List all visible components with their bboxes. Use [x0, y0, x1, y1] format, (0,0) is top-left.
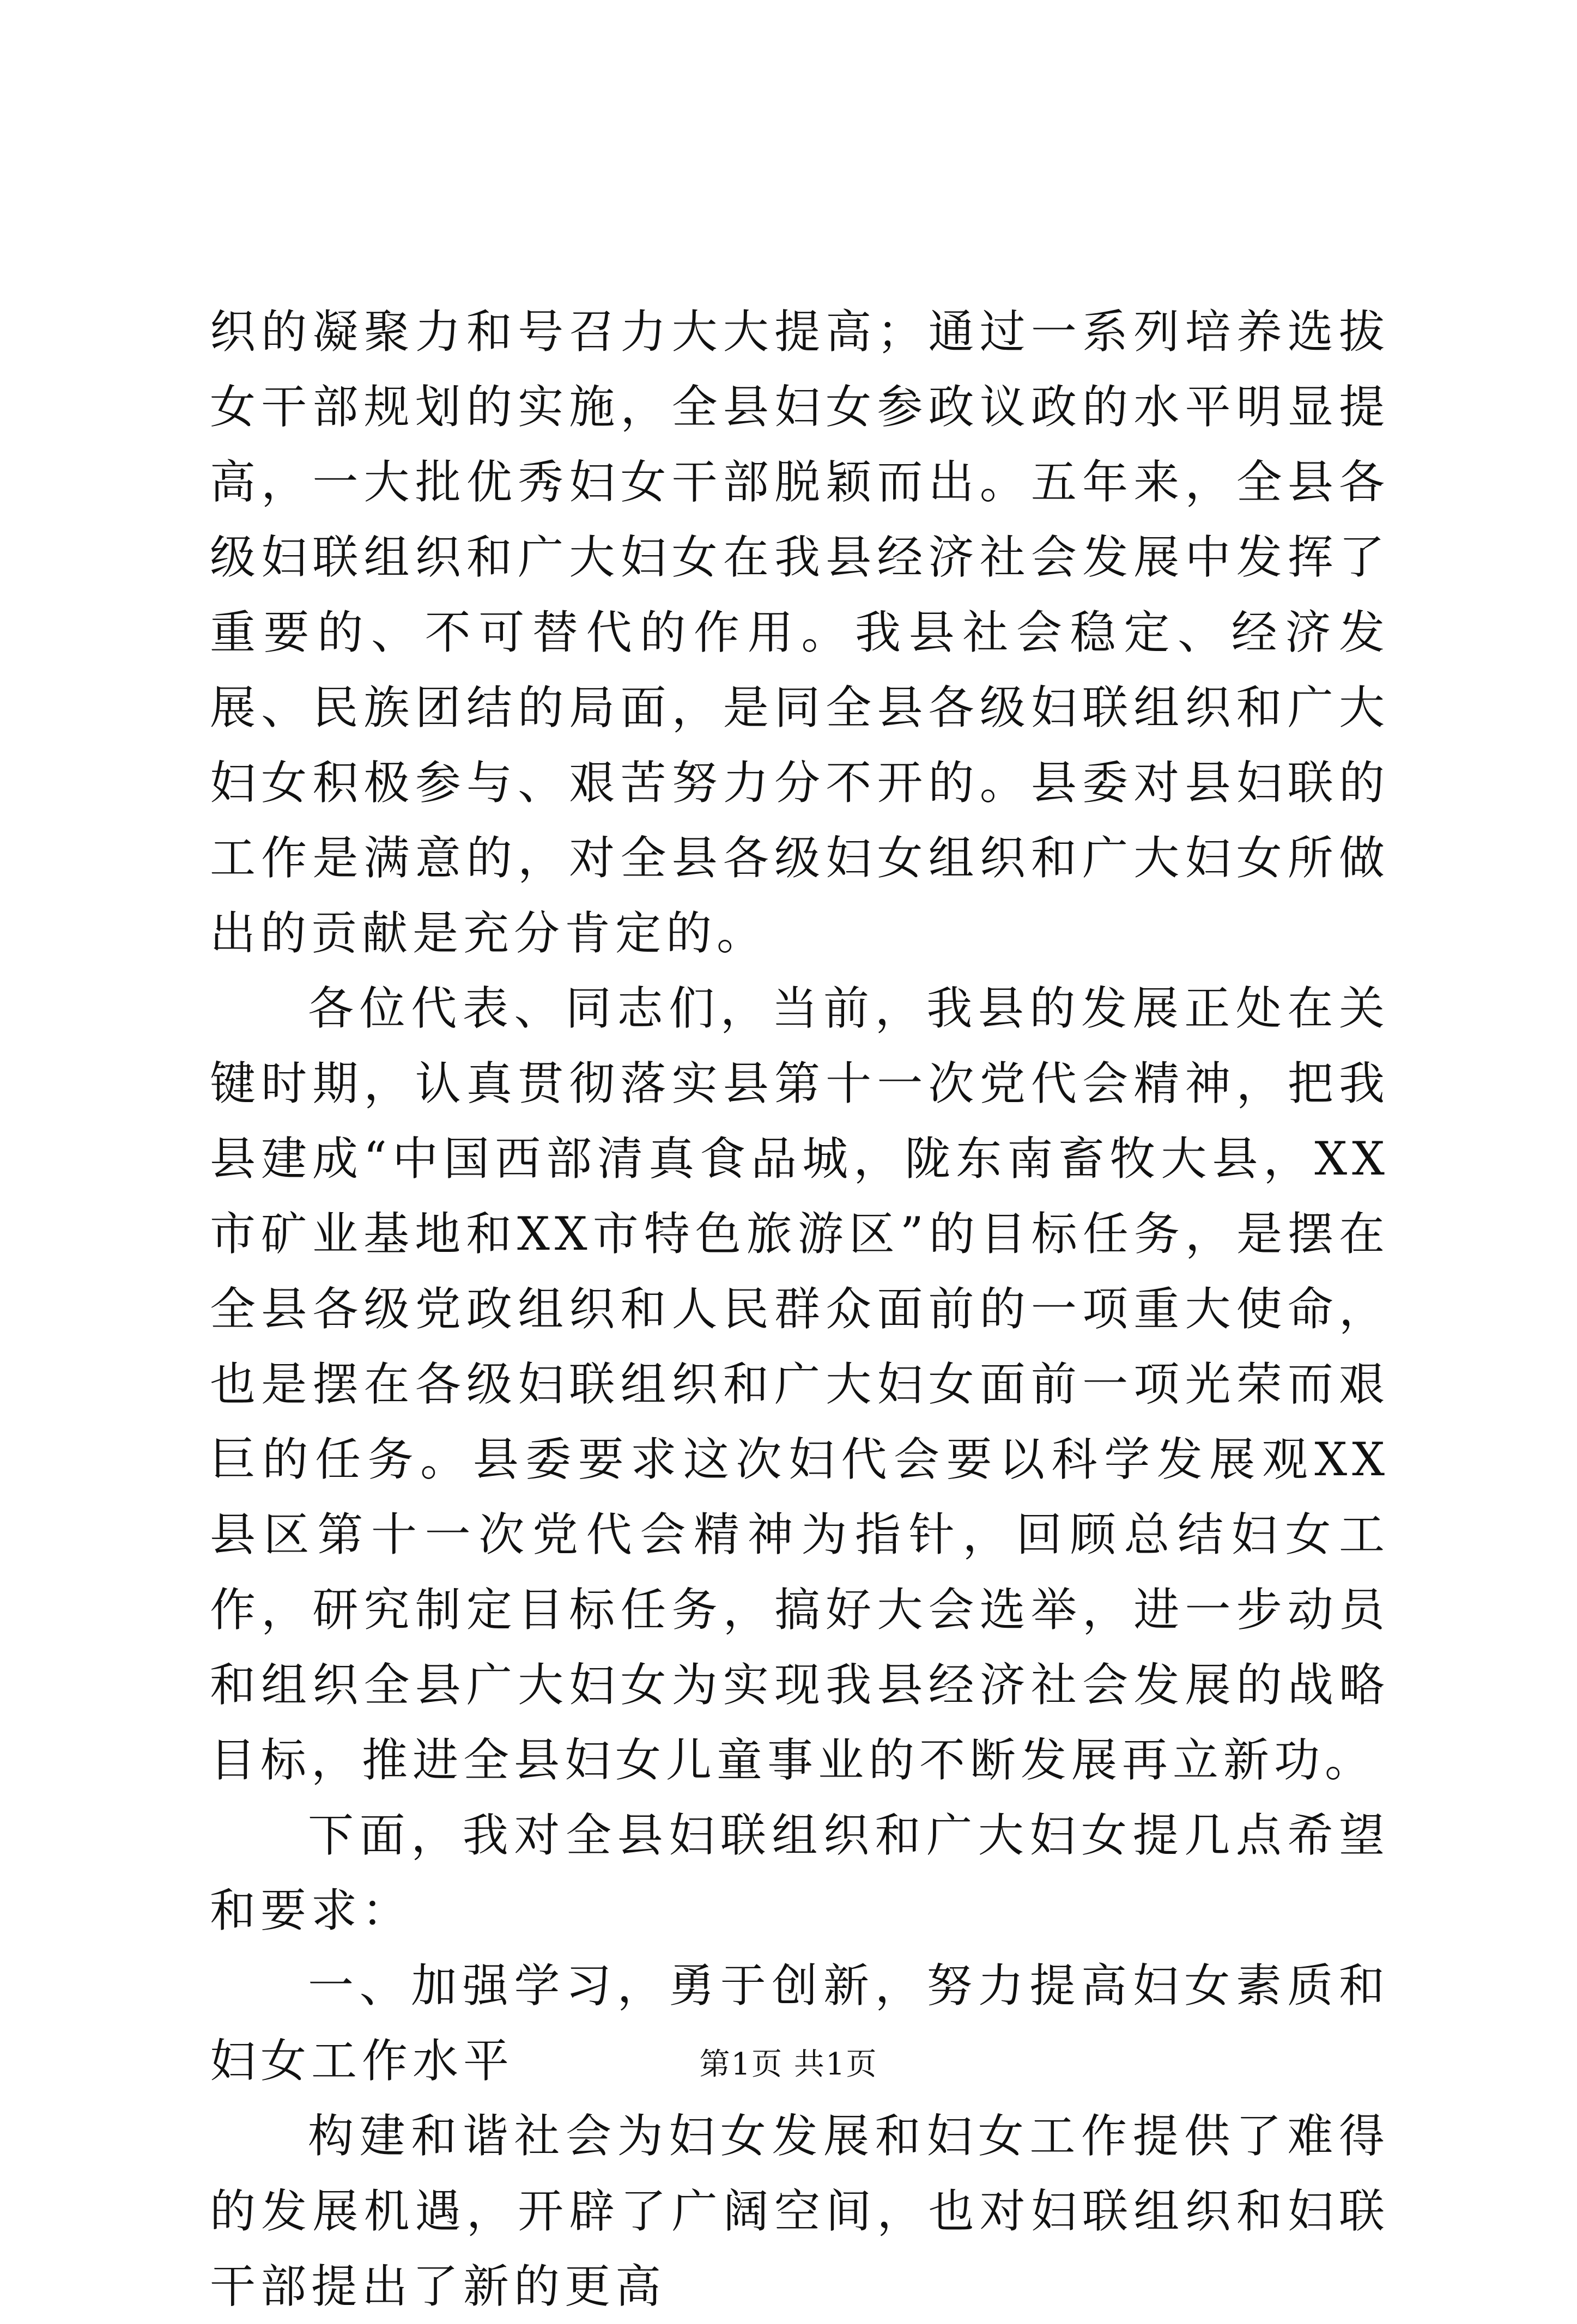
- document-body: [210, 294, 1390, 2324]
- section-heading-1: 一、加强学习，勇于创新，努力提高妇女素质和妇女工作水平: [210, 1959, 1390, 2088]
- paragraph-3: 下面，我对全县妇联组织和广大妇女提几点希望和要求：: [210, 1809, 1390, 1937]
- paragraph-4: 构建和谐社会为妇女发展和妇女工作提供了难得的发展机遇，开辟了广阔空间，也对妇联组织和妇联干部提出了新的更高: [210, 2109, 1390, 2313]
- page-footer: 第1页 共1页: [699, 2047, 878, 2082]
- paragraph-2: 各位代表、同志们，当前，我县的发展正处在关键时期，认真贯彻落实县第十一次党代会精神，把我县建成“中国西部清真食品城，陇东南畜牧大县，XX市矿业基地和XX市特色旅游区”的目标任务，是摆在全县各级党政组织和人民群众面前的一项重大使命，也是摆在各级妇联组织和广大妇女面前一项光荣而艰巨的任务。县委要求这次妇代会要以科学发展观XX县区第十一次党代会精神为指针，回顾总结妇女工作，研究制定目标任务，搞好大会选举，进一步动员和组织全县广大妇女为实现我县经济社会发展的战略目标，推进全县妇女儿童事业的不断发展再立新功。: [210, 982, 1390, 1787]
- paragraph-1: 织的凝聚力和号召力大大提高；通过一系列培养选拔女干部规划的实施，全县妇女参政议政的水平明显提高，一大批优秀妇女干部脱颖而出。五年来，全县各级妇联组织和广大妇女在我县经济社会发展中发挥了重要的、不可替代的作用。我县社会稳定、经济发展、民族团结的局面，是同全县各级妇联组织和广大妇女积极参与、艰苦努力分不开的。县委对县妇联的工作是满意的，对全县各级妇女组织和广大妇女所做出的贡献是充分肯定的。: [210, 305, 1390, 960]
